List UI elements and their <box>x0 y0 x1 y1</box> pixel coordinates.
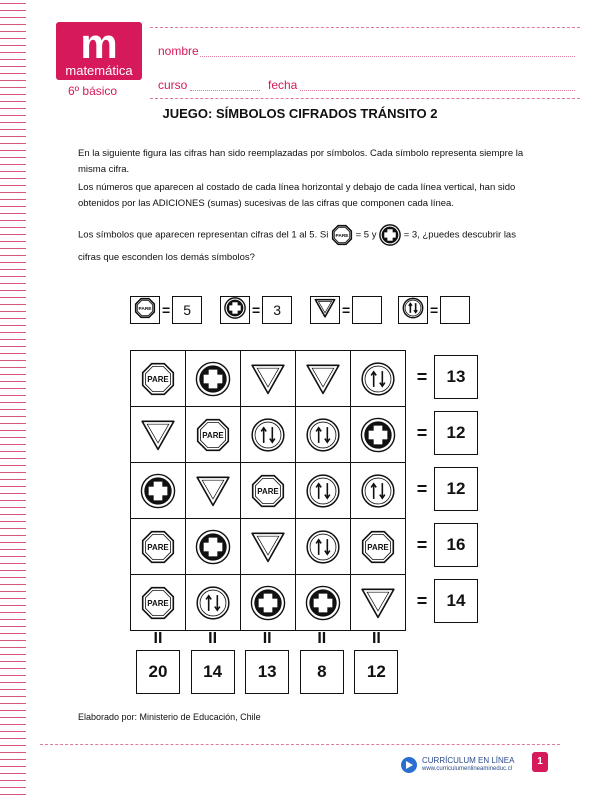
equals-sign-vertical: II <box>262 630 272 647</box>
grid-cell <box>131 519 186 575</box>
grid-cell <box>351 519 406 575</box>
row-sum <box>410 579 478 623</box>
legend-symbol-box <box>220 296 250 324</box>
two-way-arrows-icon <box>305 426 341 443</box>
grid-cell <box>296 407 351 463</box>
triangle-sign-icon <box>314 297 336 324</box>
grid-row <box>131 407 406 463</box>
row-sum <box>410 411 478 455</box>
grid-cell <box>186 463 241 519</box>
footer-divider <box>40 744 560 745</box>
grid-cell <box>296 463 351 519</box>
column-sum <box>131 630 185 694</box>
svg-text:PARE: PARE <box>367 542 389 552</box>
equals-sign: = <box>416 590 428 611</box>
column-sum <box>240 630 294 694</box>
column-sum-value: 8 <box>300 650 344 694</box>
legend-symbol-box <box>398 296 428 324</box>
equals-sign: = <box>416 478 428 499</box>
triangle-sign-icon <box>250 538 286 555</box>
equals-sign: = <box>430 302 439 318</box>
legend-symbol-box <box>310 296 340 324</box>
date-label: fecha <box>268 78 298 92</box>
equals-sign: = <box>162 302 171 318</box>
legend-symbol-box <box>130 296 160 324</box>
puzzle-grid <box>130 350 406 631</box>
pare-sign-icon <box>140 538 176 555</box>
date-field[interactable] <box>300 90 575 91</box>
row-sum-value: 13 <box>434 355 478 399</box>
grid-cell <box>241 351 296 407</box>
column-sum-value: 20 <box>136 650 180 694</box>
svg-text:PARE: PARE <box>257 486 279 496</box>
row-sum-value: 12 <box>434 411 478 455</box>
column-sum-value: 12 <box>354 650 398 694</box>
course-label: curso <box>158 78 188 92</box>
triangle-sign-icon <box>140 426 176 443</box>
grade-label: 6º básico <box>68 84 118 98</box>
name-label: nombre <box>158 44 199 58</box>
grid-cell <box>131 351 186 407</box>
instructions-text-c: = 3, ¿puedes descubrir las cifras que esconden los demás símbolos? <box>78 229 516 263</box>
grid-cell <box>241 463 296 519</box>
page-number: 1 <box>532 752 548 772</box>
grid-cell <box>241 519 296 575</box>
grid-row <box>131 351 406 407</box>
equals-sign-vertical: II <box>317 630 327 647</box>
grid-row <box>131 575 406 631</box>
equals-sign-vertical: II <box>371 630 381 647</box>
equals-sign-vertical: II <box>208 630 218 647</box>
svg-text:PARE: PARE <box>138 306 152 312</box>
instructions-text-a: Los símbolos que aparecen representan cifras del 1 al 5. Si <box>78 229 329 241</box>
column-sum <box>295 630 349 694</box>
two-way-arrows-icon <box>360 370 396 387</box>
triangle-sign-icon <box>250 370 286 387</box>
column-sum-value: 14 <box>191 650 235 694</box>
triangle-sign-icon <box>305 370 341 387</box>
legend-value-box: 5 <box>172 296 202 324</box>
cross-sign-icon <box>224 297 246 324</box>
equals-sign: = <box>342 302 351 318</box>
grid-cell <box>131 463 186 519</box>
row-sum-value: 12 <box>434 467 478 511</box>
logo-subject: matemática <box>65 63 133 78</box>
grid-cell <box>186 575 241 631</box>
grid-cell <box>351 463 406 519</box>
brand-name: CURRÍCULUM EN LÍNEA <box>422 756 515 765</box>
cross-sign-icon <box>305 594 341 611</box>
course-field[interactable] <box>190 90 260 91</box>
grid-cell <box>131 407 186 463</box>
subject-logo <box>56 22 142 80</box>
equals-sign: = <box>416 534 428 555</box>
grid-cell <box>241 407 296 463</box>
cross-sign-icon <box>140 482 176 499</box>
two-way-arrows-icon <box>305 538 341 555</box>
brand-url: www.curriculumenlineamineduc.cl <box>422 766 513 772</box>
grid-cell <box>131 575 186 631</box>
grid-row <box>131 519 406 575</box>
grid-cell <box>351 351 406 407</box>
instructions-text-b: = 5 y <box>355 229 377 241</box>
name-field[interactable] <box>200 56 575 57</box>
grid-cell <box>296 519 351 575</box>
svg-text:PARE: PARE <box>147 598 169 608</box>
grid-cell <box>241 575 296 631</box>
grid-cell <box>296 351 351 407</box>
legend-item <box>130 296 202 324</box>
column-sum-value: 13 <box>245 650 289 694</box>
grid-cell <box>186 519 241 575</box>
svg-text:PARE: PARE <box>147 542 169 552</box>
two-way-arrows-icon <box>402 297 424 324</box>
grid-cell <box>296 575 351 631</box>
cross-sign-icon <box>250 594 286 611</box>
pare-sign-icon <box>360 538 396 555</box>
grid-cell <box>186 407 241 463</box>
cross-sign-icon <box>195 370 231 387</box>
svg-text:PARE: PARE <box>202 430 224 440</box>
legend-item <box>310 296 382 324</box>
pare-sign-icon <box>195 426 231 443</box>
legend-value-box[interactable] <box>352 296 382 324</box>
cross-sign-icon <box>379 224 401 246</box>
cross-sign-icon <box>360 426 396 443</box>
equals-sign: = <box>252 302 261 318</box>
triangle-sign-icon <box>360 594 396 611</box>
row-sum <box>410 523 478 567</box>
svg-text:PARE: PARE <box>335 233 349 239</box>
pare-sign-icon <box>331 224 353 246</box>
student-info-box <box>150 27 580 99</box>
pare-sign-icon <box>134 297 156 324</box>
two-way-arrows-icon <box>305 482 341 499</box>
curriculum-brand <box>400 756 514 774</box>
legend-value-box: 3 <box>262 296 292 324</box>
equals-sign: = <box>416 366 428 387</box>
two-way-arrows-icon <box>360 482 396 499</box>
instructions-paragraph-1: En la siguiente figura las cifras han sido reemplazadas por símbolos. Cada símbolo representa siempre la misma cifra. <box>78 148 524 175</box>
equals-sign: = <box>416 422 428 443</box>
pare-sign-icon <box>140 594 176 611</box>
column-sum <box>349 630 403 694</box>
credit-text: Elaborado por: Ministerio de Educación, Chile <box>78 712 261 722</box>
legend-item <box>398 296 470 324</box>
instructions-paragraph-2: Los números que aparecen al costado de cada línea horizontal y debajo de cada línea vertical, han sido obtenidos por las ADICIONES (sumas) sucesivas de las cifras que componen cada línea. <box>78 182 516 209</box>
grid-row <box>131 463 406 519</box>
page-title: JUEGO: SÍMBOLOS CIFRADOS TRÁNSITO 2 <box>162 106 438 121</box>
grid-cell <box>186 351 241 407</box>
row-sum <box>410 467 478 511</box>
pare-sign-icon <box>140 370 176 387</box>
equals-sign-vertical: II <box>153 630 163 647</box>
instructions-paragraph-3 <box>78 224 530 269</box>
row-sum <box>410 355 478 399</box>
logo-letter: m <box>80 20 118 67</box>
triangle-sign-icon <box>195 482 231 499</box>
column-sum <box>186 630 240 694</box>
grid-cell <box>351 575 406 631</box>
cross-sign-icon <box>195 538 231 555</box>
pare-sign-icon <box>250 482 286 499</box>
row-sum-value: 14 <box>434 579 478 623</box>
two-way-arrows-icon <box>195 594 231 611</box>
grid-cell <box>351 407 406 463</box>
legend-value-box[interactable] <box>440 296 470 324</box>
row-sum-value: 16 <box>434 523 478 567</box>
curriculum-logo-icon <box>400 756 418 774</box>
two-way-arrows-icon <box>250 426 286 443</box>
legend-item <box>220 296 292 324</box>
svg-text:PARE: PARE <box>147 374 169 384</box>
